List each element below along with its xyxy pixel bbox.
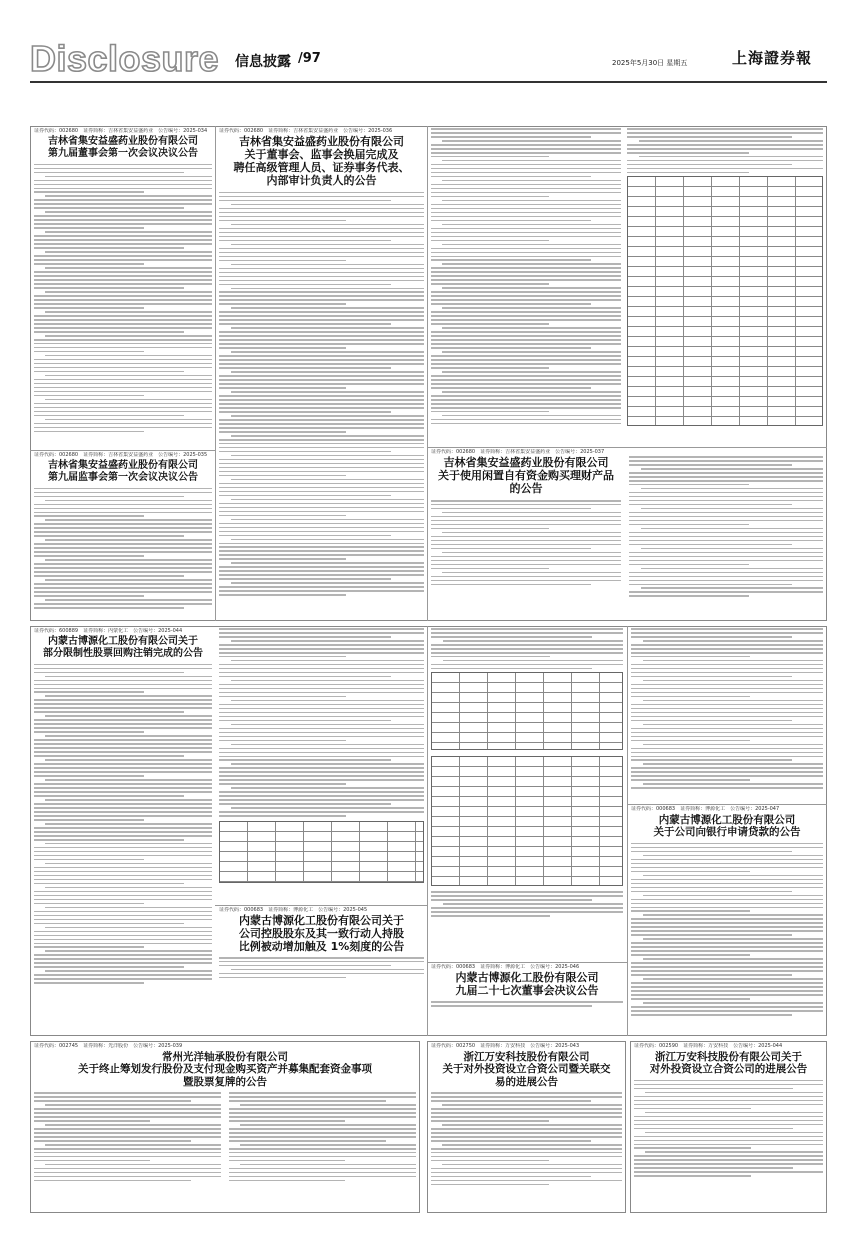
article-code: 证券代码：600889 证券简称：内蒙化工 公告编号：2025-044 [34, 628, 183, 634]
masthead [30, 37, 827, 81]
column-divider [627, 626, 628, 1036]
article-neimenggu-shareholding-detail [431, 628, 623, 960]
article-zhejiang-related-transaction [431, 1043, 622, 1210]
article-divider [215, 905, 427, 906]
page-number: /97 [298, 51, 321, 66]
article-body [431, 891, 623, 917]
section-title: 信息披露 [235, 54, 291, 70]
article-body [229, 1092, 416, 1181]
article-body [631, 628, 823, 789]
article-title: 吉林省集安益盛药业股份有限公司 第九届董事会第一次会议决议公告 [48, 136, 198, 159]
article-body [431, 1092, 622, 1185]
article-body [34, 488, 212, 609]
article-title: 浙江万安科技股份有限公司 关于对外投资设立合资公司暨关联交 易的进展公告 [442, 1051, 611, 1088]
article-neimenggu-share-repurchase [34, 628, 212, 1032]
article-divider [427, 447, 827, 448]
article-title: 内蒙古博源化工股份有限公司 关于公司向银行申请贷款的公告 [653, 814, 801, 839]
wealth-product-table [627, 176, 823, 426]
article-code: 证券代码：002680 证券简称：吉林省集安益盛药业 公告编号：2025-034 [34, 128, 208, 134]
article-body [634, 1080, 823, 1177]
article-neimenggu-continued [219, 628, 424, 903]
article-title: 吉林省集安益盛药业股份有限公司 关于董事会、监事会换届完成及 聘任高级管理人员、证券事务代表、 内部审计负责人的公告 [233, 135, 410, 187]
article-body [431, 1001, 623, 1007]
issue-date: 2025年5月30日 星期五 [612, 59, 688, 67]
article-jilin-board-election [219, 128, 424, 618]
article-code: 证券代码：000683 证券简称：博源化工 公告编号：2025-047 [631, 806, 780, 812]
article-body [219, 957, 424, 979]
disclosure-logo: Disclosure [30, 38, 220, 79]
article-jilin-board-resolution [34, 128, 212, 448]
article-body [34, 1092, 221, 1181]
shareholding-change-table [431, 756, 623, 886]
article-body [431, 500, 621, 585]
article-body [34, 664, 212, 984]
article-neimenggu-bank-loan [631, 806, 823, 1032]
article-code: 证券代码：002680 证券简称：吉林省集安益盛药业 公告编号：2025-036 [219, 128, 393, 134]
column-divider [427, 126, 428, 621]
article-divider [30, 450, 215, 451]
article-title: 内蒙古博源化工股份有限公司关于 部分限制性股票回购注销完成的公告 [43, 636, 203, 659]
article-title: 吉林省集安益盛药业股份有限公司 第九届监事会第一次会议决议公告 [48, 460, 198, 483]
article-body [631, 843, 823, 1016]
article-body [629, 456, 823, 597]
article-jilin-continued [431, 128, 621, 444]
article-changzhou-termination [34, 1043, 416, 1210]
article-code: 证券代码：002680 证券简称：吉林省集安益盛药业 公告编号：2025-037 [431, 449, 605, 455]
article-body [34, 164, 212, 433]
article-neimenggu-board-continued [631, 628, 823, 802]
article-neimenggu-board-meeting [431, 964, 623, 1032]
newspaper-name: 上海證券報 [732, 49, 813, 67]
article-code: 证券代码：002590 证券简称：万安科技 公告编号：2025-044 [634, 1043, 783, 1049]
article-code: 证券代码：002750 证券简称：万安科技 公告编号：2025-043 [431, 1043, 580, 1049]
article-neimenggu-shareholding [219, 907, 424, 1033]
article-jilin-table-column [627, 128, 823, 444]
article-body [431, 128, 621, 424]
article-jilin-supervisor-resolution [34, 452, 212, 618]
article-title: 浙江万安科技股份有限公司关于 对外投资设立合资公司的进展公告 [649, 1051, 808, 1076]
article-zhejiang-joint-venture [634, 1043, 823, 1210]
shareholder-info-table [431, 672, 623, 750]
masthead-rule [30, 81, 827, 83]
article-body [627, 128, 823, 173]
article-divider [627, 804, 827, 805]
article-code: 证券代码：002745 证券简称：光洋股份 公告编号：2025-039 [34, 1043, 183, 1049]
article-code: 证券代码：000683 证券简称：博源化工 公告编号：2025-045 [219, 907, 368, 913]
article-body [219, 628, 424, 817]
article-body [219, 192, 424, 596]
article-title: 内蒙古博源化工股份有限公司 九届二十七次董事会决议公告 [455, 971, 599, 997]
article-code: 证券代码：002680 证券简称：吉林省集安益盛药业 公告编号：2025-035 [34, 452, 208, 458]
column-divider [215, 126, 216, 621]
article-jilin-wealth-management [431, 449, 823, 619]
article-title: 吉林省集安益盛药业股份有限公司 关于使用闲置自有资金购买理财产品 的公告 [438, 456, 614, 495]
column-divider [427, 626, 428, 1036]
article-divider [427, 962, 627, 963]
article-title: 内蒙古博源化工股份有限公司关于 公司控股股东及其一致行动人持股 比例被动增加触及 1%刻度的公告 [238, 914, 405, 953]
article-body [431, 628, 623, 669]
article-title: 常州光洋轴承股份有限公司 关于终止筹划发行股份及支付现金购买资产并募集配套资金事项 暨股票复牌的公告 [78, 1051, 372, 1088]
article-code: 证券代码：000683 证券简称：博源化工 公告编号：2025-046 [431, 964, 580, 970]
share-structure-table [219, 821, 424, 883]
